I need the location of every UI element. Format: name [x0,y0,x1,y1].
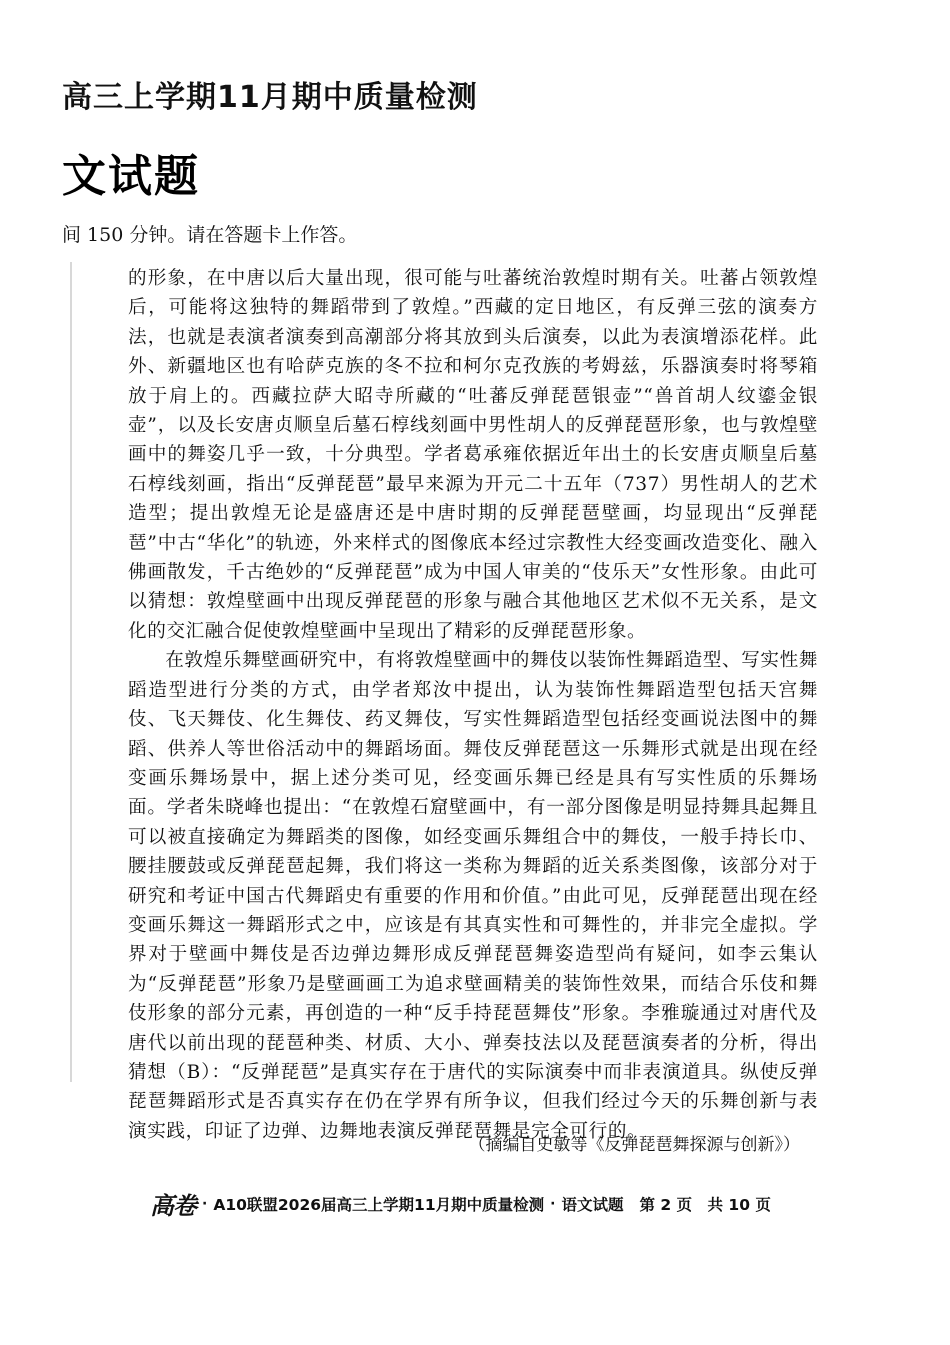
footer-exam-name: A10联盟2026届高三上学期11月期中质量检测 [213,1195,545,1214]
exam-title: 高三上学期11月期中质量检测 [62,80,478,115]
source-citation: （摘编自史敏等《反弹琵琶舞探源与创新》） [468,1135,800,1155]
subject-title: 文试题 [62,151,200,202]
brand-logo: 高卷 [150,1191,196,1220]
exam-note: 间 150 分钟。请在答题卡上作答。 [62,224,358,246]
footer-subject: 语文试题 [561,1195,624,1214]
article-paragraph: 的形象，在中唐以后大量出现，很可能与吐蕃统治敦煌时期有关。吐蕃占领敦煌后，可能将这独特的舞蹈带到了敦煌。”西藏的定日地区，有反弹三弦的演奏方法，也就是表演者演奏到高潮部分将其放到头后演奏，以此为表演增添花样。此外、新疆地区也有哈萨克族的冬不拉和柯尔克孜族的考姆兹，乐器演奏时将琴箱放于肩上的。西藏拉萨大昭寺所藏的“吐蕃反弹琵琶银壶”“兽首胡人纹鎏金银壶”，以及长安唐贞顺皇后墓石椁线刻画中男性胡人的反弹琵琶形象，也与敦煌壁画中的舞姿几乎一致，十分典型。学者葛承雍依据近年出土的长安唐贞顺皇后墓石椁线刻画，指出“反弹琵琶”最早来源为开元二十五年（737）男性胡人的艺术造型；提出敦煌无论是盛唐还是中唐时期的反弹琵琶壁画，均显现出“反弹琵琶”中古“华化”的轨迹，外来样式的图像底本经过宗教性大经变画改造变化、融入佛画散发，千古绝妙的“反弹琵琶”成为中国人审美的“伎乐天”女性形象。由此可以猜想：敦煌壁画中出现反弹琵琶的形象与融合其他地区艺术似不无关系，是文化的交汇融合促使敦煌壁画中呈现出了精彩的反弹琵琶形象。 [128,268,818,642]
article-paragraph: 在敦煌乐舞壁画研究中，有将敦煌壁画中的舞伎以装饰性舞蹈造型、写实性舞蹈造型进行分类的方式，由学者郑汝中提出，认为装饰性舞蹈造型包括天宫舞伎、飞天舞伎、化生舞伎、药叉舞伎，写实性舞蹈造型包括经变画说法图中的舞蹈、供养人等世俗活动中的舞蹈场面。舞伎反弹琵琶这一乐舞形式就是出现在经变画乐舞场景中，据上述分类可见，经变画乐舞已经是具有写实性质的乐舞场面。学者朱晓峰也提出：“在敦煌石窟壁画中，有一部分图像是明显持舞具起舞且可以被直接确定为舞蹈类的图像，如经变画乐舞组合中的舞伎，一般手持长巾、腰挂腰鼓或反弹琵琶起舞，我们将这一类称为舞蹈的近关系类图像，该部分对于研究和考证中国古代舞蹈史有重要的作用和价值。”由此可见，反弹琵琶出现在经变画乐舞这一舞蹈形式之中，应该是有其真实性和可舞性的，并非完全虚拟。学界对于壁画中舞伎是否边弹边舞形成反弹琵琶舞姿造型尚有疑问，如李云集认为“反弹琵琶”形象乃是壁画画工为追求壁画精美的装饰性效果，而结合乐伎和舞伎形象的部分元素，再创造的一种“反手持琵琶舞伎”形象。李雅璇通过对唐代及唐代以前出现的琵琶种类、材质、大小、弹奏技法以及琵琶演奏者的分析，得出猜想（B）：“反弹琵琶”是真实存在于唐代的实际演奏中而非表演道具。纵使反弹琵琶舞蹈形式是否真实存在仍在学界有所争议，但我们经过今天的乐舞创新与表演实践，印证了边弹、边舞地表演反弹琵琶舞是完全可行的。 [128,650,818,1142]
article-body [128,264,818,1146]
margin-rule [70,262,72,1082]
page-number: 第 2 页 共 10 页 [639,1195,771,1214]
footer-separator: · [550,1195,556,1212]
page-footer [150,1186,771,1221]
footer-separator: · [202,1195,208,1212]
